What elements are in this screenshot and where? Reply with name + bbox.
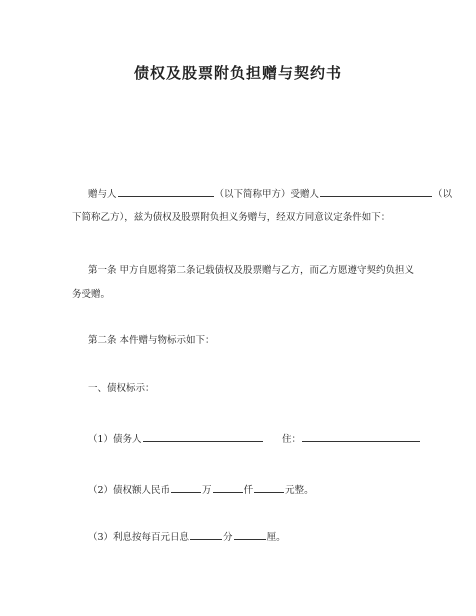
interest-fen-blank (190, 530, 222, 540)
donor-name-blank (118, 187, 214, 197)
item3-line (88, 530, 286, 544)
document-title: 债权及股票附负担赠与契约书 (133, 64, 342, 82)
article1-line-2: 务受赠。 (72, 289, 111, 300)
wan-unit: 万 (202, 485, 212, 496)
donor-paren: （以下简称甲方） (214, 189, 291, 200)
section1-heading: 一、债权标示： (88, 383, 155, 394)
preamble-line-2: 下简称乙方），兹为债权及股票附负担义务赠与，经双方同意议定条件如下： (72, 212, 391, 223)
address-label: 住： (282, 434, 302, 445)
debtor-name-blank (143, 432, 263, 442)
amount-end: 元整。 (285, 485, 314, 496)
interest-end: 厘。 (266, 532, 286, 543)
address-blank (302, 432, 420, 442)
item1-line (88, 432, 264, 446)
article1-line-1: 第一条 甲方自愿将第二条记载债权及股票赠与乙方，而乙方愿遵守契约负担义 (88, 265, 415, 276)
amount-wan-blank (171, 483, 201, 493)
amount-yuan-blank (254, 483, 284, 493)
donor-label: 赠与人 (88, 189, 117, 200)
debtor-label: （1）债务人 (88, 434, 142, 445)
qian-unit: 仟 (243, 485, 254, 496)
donee-label: 受赠人 (290, 189, 320, 200)
amount-label: （2）债权额人民币 (88, 485, 171, 496)
interest-li-blank (234, 530, 266, 540)
donee-name-blank (320, 187, 432, 197)
interest-label: （3）利息按每百元日息 (88, 532, 190, 543)
item2-line (88, 483, 314, 497)
fen-unit: 分 (223, 532, 233, 543)
paren-open: （以 (433, 189, 453, 200)
article2-heading: 第二条 本件赠与物标示如下： (88, 335, 215, 346)
amount-qian-blank (213, 483, 243, 493)
preamble-line-1 (88, 187, 452, 201)
item1-address (282, 432, 421, 446)
